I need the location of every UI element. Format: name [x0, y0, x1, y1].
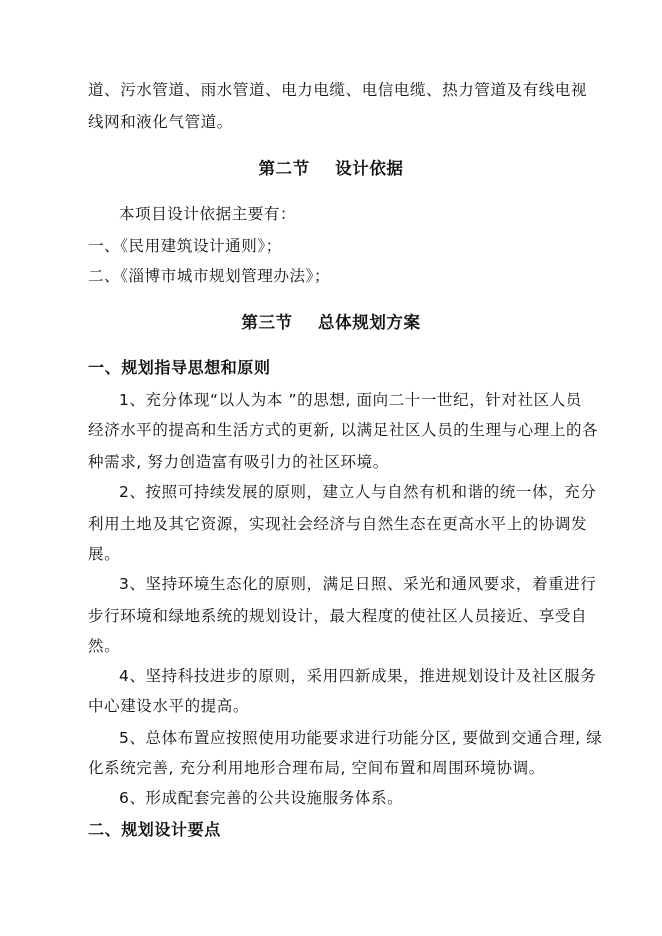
- paragraph-line: 4、坚持科技进步的原则，采用四新成果，推进规划设计及社区服务: [119, 667, 597, 685]
- paragraph-line: 利用土地及其它资源，实现社会经济与自然生态在更高水平上的协调发: [88, 515, 588, 533]
- section-heading: 第三节 总体规划方案: [241, 313, 421, 332]
- paragraph-line: 展。: [88, 545, 121, 563]
- paragraph-line: 种需求, 努力创造富有吸引力的社区环境。: [88, 453, 389, 471]
- paragraph-line: 然。: [88, 637, 121, 655]
- paragraph-line: 1、充分体现“以人为本 ”的思想, 面向二十一世纪，针对社区人员: [119, 391, 582, 409]
- paragraph-line: 化系统完善, 充分利用地形合理布局, 空间布置和周围环境协调。: [88, 759, 545, 777]
- list-item: 一、《民用建筑设计通则》；: [88, 237, 282, 255]
- paragraph-line: 5、总体布置应按照使用功能要求进行功能分区, 要做到交通合理, 绿: [119, 729, 603, 747]
- subsection-heading: 二、规划设计要点: [88, 820, 221, 839]
- paragraph-line: 道、污水管道、雨水管道、电力电缆、电信电缆、热力管道及有线电视: [88, 81, 588, 99]
- paragraph-line: 中心建设水平的提高。: [88, 697, 250, 715]
- paragraph-line: 6、形成配套完善的公共设施服务体系。: [119, 789, 404, 807]
- list-item: 二、《淄博市城市规划管理办法》；: [88, 267, 331, 285]
- paragraph-line: 经济水平的提高和生活方式的更新, 以满足社区人员的生理与心理上的各: [88, 421, 599, 439]
- paragraph-line: 本项目设计依据主要有：: [119, 205, 297, 223]
- subsection-heading: 一、规划指导思想和原则: [88, 358, 271, 377]
- paragraph-line: 2、按照可持续发展的原则，建立人与自然有机和谐的统一体，充分: [119, 483, 597, 501]
- paragraph-line: 线网和液化气管道。: [88, 113, 233, 131]
- paragraph-line: 3、坚持环境生态化的原则，满足日照、采光和通风要求，着重进行: [119, 575, 597, 593]
- paragraph-line: 步行环境和绿地系统的规划设计，最大程度的使社区人员接近、享受自: [88, 607, 588, 625]
- section-heading: 第二节 设计依据: [258, 159, 404, 178]
